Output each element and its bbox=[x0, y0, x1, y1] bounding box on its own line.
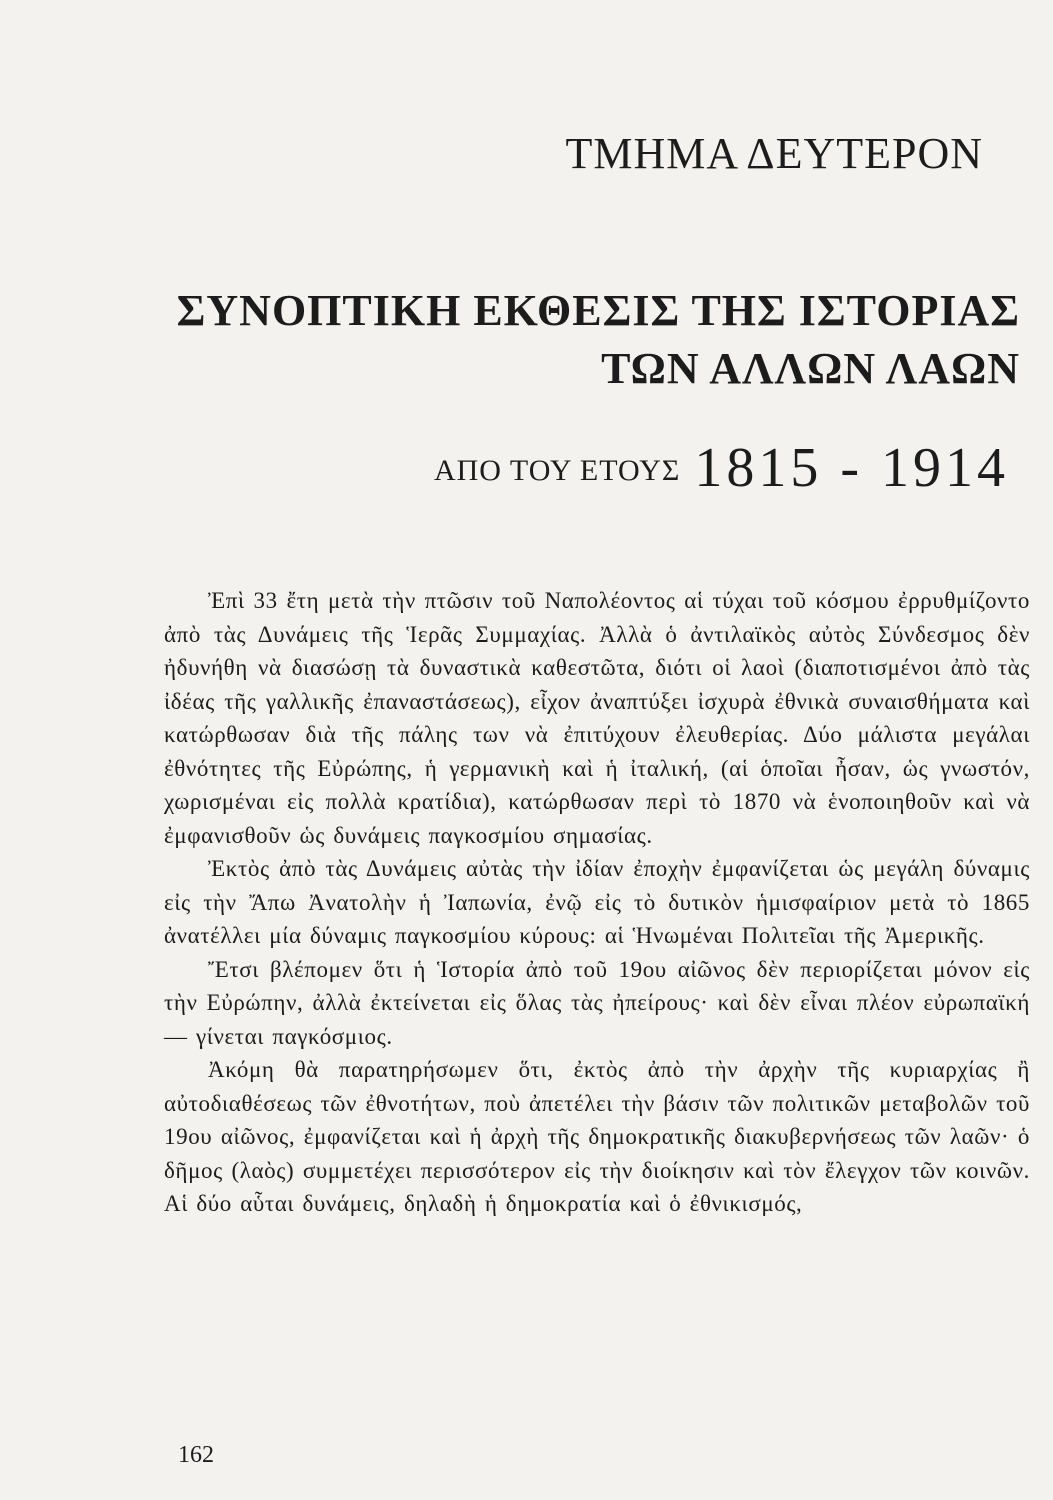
page-number: 162 bbox=[178, 1442, 214, 1468]
period-years: 1815 - 1914 bbox=[694, 437, 1009, 499]
period-heading bbox=[434, 436, 1009, 500]
section-title: ΤΜΗΜΑ ΔΕΥΤΕΡΟΝ bbox=[565, 129, 983, 178]
paragraph: Ἀκόμη θὰ παρατηρήσωμεν ὅτι, ἐκτὸς ἀπὸ τὴν ἀρχὴν τῆς κυριαρχίας ἢ αὐτοδιαθέσεως τῶν ἐθνοτήτων, ποὺ ἀπετέλει τὴν βάσιν τῶν πολιτικῶν μεταβολῶν τοῦ 19ου αἰῶνος, ἐμφανίζεται καὶ ἡ ἀρχὴ τῆς δημοκρατικῆς διακυβερνήσεως τῶν λαῶν· ὁ δῆμος (λαὸς) συμμετέχει περισσότερον εἰς τὴν διοίκησιν καὶ τὸν ἔλεγχον τῶν κοινῶν. Αἱ δύο αὗται δυνάμεις, δηλαδὴ ἡ δημοκρατία καὶ ὁ ἐθνικισμός, bbox=[164, 1057, 1030, 1216]
paragraph: Ἔτσι βλέπομεν ὅτι ἡ Ἱστορία ἀπὸ τοῦ 19ου αἰῶνος δὲν περιορίζεται μόνον εἰς τὴν Εὐρώπην, ἀλλὰ ἐκτείνεται εἰς ὅλας τὰς ἠπείρους· καὶ δὲν εἶναι πλέον εὐρωπαϊκή — γίνεται παγκόσμιος. bbox=[164, 956, 1030, 1049]
paragraph: Ἐκτὸς ἀπὸ τὰς Δυνάμεις αὐτὰς τὴν ἰδίαν ἐποχὴν ἐμφανίζεται ὡς μεγάλη δύναμις εἰς τὴν Ἄπω Ἀνατολὴν ἡ Ἰαπωνία, ἐνῷ εἰς τὸ δυτικὸν ἡμισφαίριον μετὰ τὸ 1865 ἀνατέλλει μία δύναμις παγκοσμίου κύρους: αἱ Ἡνωμέναι Πολιτεῖαι τῆς Ἀμερικῆς. bbox=[164, 856, 1030, 948]
body-text bbox=[164, 584, 1030, 1221]
period-prefix: ΑΠΟ ΤΟΥ ΕΤΟΥΣ bbox=[433, 454, 681, 487]
chapter-title-line-1: ΣΥΝΟΠΤΙΚΗ ΕΚΘΕΣΙΣ ΤΗΣ ΙΣΤΟΡΙΑΣ bbox=[176, 286, 1020, 335]
paragraph: Ἐπὶ 33 ἔτη μετὰ τὴν πτῶσιν τοῦ Ναπολέοντος αἱ τύχαι τοῦ κόσμου ἐρρυθμίζοντο ἀπὸ τὰς Δυνάμεις τῆς Ἱερᾶς Συμμαχίας. Ἀλλὰ ὁ ἀντιλαϊκὸς αὐτὸς Σύνδεσμος δὲν ἠδυνήθη νὰ διασώσῃ τὰ δυναστικὰ καθεστῶτα, διότι οἱ λαοὶ (διαποτισμένοι ἀπὸ τὰς ἰδέας τῆς γαλλικῆς ἐπαναστάσεως), εἶχον ἀναπτύξει ἰσχυρὰ ἐθνικὰ συναισθήματα καὶ κατώρθωσαν διὰ τῆς πάλης των νὰ ἐπιτύχουν ἐλευθερίας. Δύο μάλιστα μεγάλαι ἐθνότητες τῆς Εὐρώπης, ἡ γερμανικὴ καὶ ἡ ἰταλική, (αἱ ὁποῖαι ἦσαν, ὡς γνωστόν, χωρισμέναι εἰς πολλὰ κρατίδια), κατώρθωσαν περὶ τὸ 1870 νὰ ἑνοποιηθοῦν καὶ νὰ ἐμφανισθοῦν ὡς δυνάμεις παγκοσμίου σημασίας. bbox=[164, 588, 1030, 848]
chapter-title-line-2: ΤΩΝ ΑΛΛΩΝ ΛΑΩΝ bbox=[601, 344, 1020, 393]
chapter-title bbox=[160, 282, 1020, 398]
